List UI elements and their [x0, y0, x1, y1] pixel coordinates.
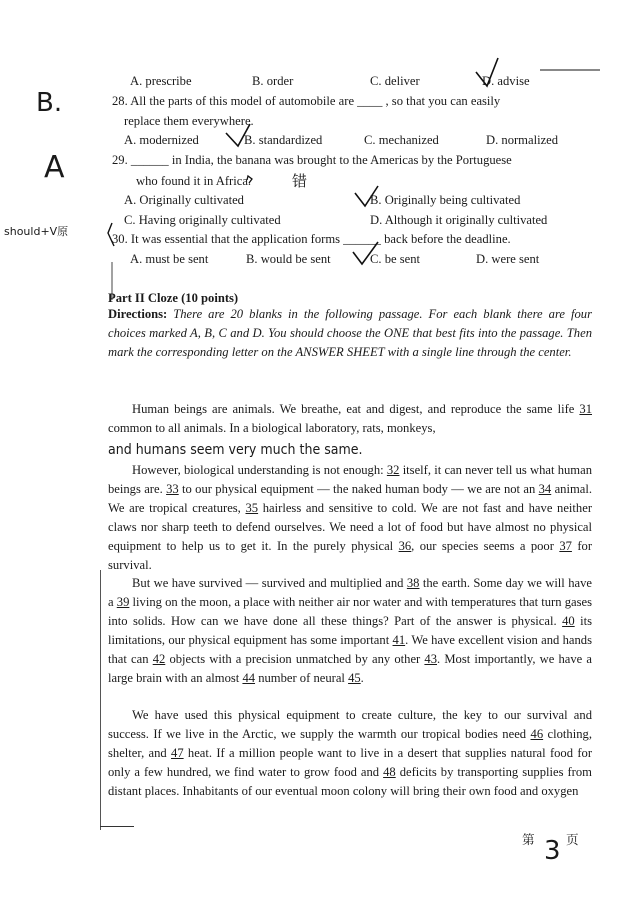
q30-option-a: A. must be sent — [130, 252, 209, 266]
passage-text: for survival. — [108, 538, 593, 572]
page-number: 3 — [544, 836, 561, 866]
q30-option-d: D. were sent — [476, 252, 540, 266]
passage-text: to our physical equipment — the naked human body — we are not an — [182, 481, 536, 496]
passage-text: number of neural — [258, 670, 345, 685]
blank-41: 41 — [392, 632, 406, 647]
directions-label: Directions: — [108, 307, 168, 321]
q30-option-c: C. be sent — [370, 252, 421, 266]
passage-handwritten-line: and humans seem very much the same. — [108, 442, 363, 458]
passage-text: its limitations, our physical equipment has some important — [108, 613, 593, 647]
blank-31: 31 — [579, 402, 592, 416]
q29-stem-line1: 29. ______ in India, the banana was brought to the Americas by the Portuguese — [112, 153, 512, 167]
blank-40: 40 — [562, 613, 575, 628]
blank-46: 46 — [530, 726, 544, 741]
passage-text: . Most importantly, we have a large brain with an almost — [108, 651, 592, 685]
passage-text: clothing, shelter, and — [108, 726, 592, 760]
passage-paragraph-4 — [108, 706, 592, 801]
passage-text: We have used this physical equipment to create culture, the key to our survival and success. If we live in the Arctic, we supply the warmth our tropical bodies need — [108, 708, 592, 741]
passage-text: animal. We are tropical creatures, — [108, 481, 592, 515]
passage-text: heat. If a million people want to live in a desert that supplies natural food for only a few hundred, we find water to grow food and — [108, 745, 593, 779]
footer-rule — [100, 826, 134, 827]
passage-paragraph-2 — [108, 461, 592, 574]
q27-option-b: B. order — [252, 74, 294, 88]
passage-paragraph-3 — [108, 574, 592, 687]
q28-stem-line2: replace them everywhere. — [124, 114, 254, 128]
passage-text: itself, it can never tell us what human beings are. — [108, 463, 592, 496]
blank-43: 43 — [424, 651, 438, 666]
blank-35: 35 — [245, 500, 259, 515]
q29-stem-line2: who found it in Africa. — [136, 174, 252, 188]
blank-37: 37 — [559, 538, 572, 553]
passage-text: deficits by transporting supplies from distant places. Inhabitants of our eventual moon colony will bring their own food and oxygen — [108, 764, 592, 798]
blank-44: 44 — [242, 670, 256, 685]
q29-option-b: B. Originally being cultivated — [370, 193, 521, 207]
blank-34: 34 — [538, 481, 552, 496]
part2-directions — [108, 305, 592, 362]
q29-option-d: D. Although it originally cultivated — [370, 213, 548, 227]
page-number-prefix: 第 — [522, 832, 535, 847]
q29-option-a: A. Originally cultivated — [124, 193, 244, 207]
q28-option-a: A. modernized — [124, 133, 199, 147]
passage-text: However, biological understanding is not enough: — [132, 463, 384, 477]
q30-option-b: B. would be sent — [246, 252, 331, 266]
q29-option-c: C. Having originally cultivated — [124, 213, 281, 227]
margin-rule — [100, 570, 101, 830]
q27-option-c: C. deliver — [370, 74, 420, 88]
directions-text: There are 20 blanks in the following passage. For each blank there are four choices marked A, B, C and D. You should choose the ONE that best fits into the passage. Then mark the corresponding letter on the ANSWER SHEET with a single line through the center. — [108, 307, 592, 359]
q28-option-b: B. standardized — [244, 133, 323, 147]
passage-text: . We have excellent vision and hands that can — [108, 632, 593, 666]
blank-47: 47 — [171, 745, 184, 760]
blank-38: 38 — [406, 576, 420, 590]
margin-note-cuo: 错 — [292, 172, 308, 190]
passage-text: hairless and sensitive to cold. We are not fast and have neither claws nor sharp teeth to defend ourselves. We need a lot of food but have almost no physical equipment to help us to get it. In the purely physical — [108, 500, 593, 553]
passage-text: living on the moon, a place with neither air nor water and with temperatures that turn gases into solids. How can we have done all these things? Part of the answer is physical. — [108, 594, 592, 628]
q28-option-c: C. mechanized — [364, 133, 439, 147]
blank-36: 36 — [398, 538, 412, 553]
q27-option-a: A. prescribe — [130, 74, 192, 88]
blank-39: 39 — [116, 594, 130, 609]
passage-text: . — [360, 670, 364, 685]
q28-stem-line1: 28. All the parts of this model of automobile are ____ , so that you can easily — [112, 94, 501, 108]
part2-title: Part II Cloze (10 points) — [108, 291, 239, 305]
passage-paragraph-1 — [108, 400, 592, 438]
margin-note-a: A — [44, 150, 65, 185]
page-number-suffix: 页 — [566, 832, 579, 847]
q28-option-d: D. normalized — [486, 133, 559, 147]
blank-48: 48 — [383, 764, 396, 779]
blank-42: 42 — [152, 651, 166, 666]
q27-option-d: D. advise — [482, 74, 530, 88]
passage-text: objects with a precision unmatched by any other — [169, 651, 421, 666]
passage-text: , our species seems a poor — [411, 538, 554, 553]
passage-text: Human beings are animals. We breathe, eat and digest, and reproduce the same life — [132, 402, 575, 416]
margin-note-b: B. — [36, 88, 63, 118]
q30-stem: 30. It was essential that the application forms ______ back before the deadline. — [112, 232, 511, 246]
blank-45: 45 — [348, 670, 361, 685]
passage-text: But we have survived — survived and multiplied and — [132, 576, 404, 590]
margin-note-should: should+V原 — [4, 225, 69, 238]
passage-text: the earth. Some day we will have a — [108, 576, 592, 609]
blank-32: 32 — [386, 463, 400, 477]
passage-text: common to all animals. In a biological laboratory, rats, monkeys, — [108, 420, 436, 435]
blank-33: 33 — [166, 481, 179, 496]
